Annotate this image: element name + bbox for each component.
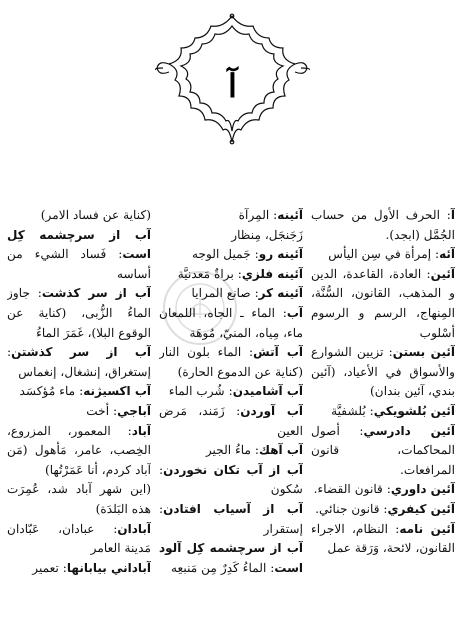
entry-definition: : النظام، الاجراء القانون، لائحة، وَرَقة عمل <box>311 521 455 556</box>
entry-headword: آئه <box>439 247 455 262</box>
entry-definition: : سُكون <box>159 462 303 497</box>
dictionary-entry <box>159 382 303 402</box>
entry-definition: : جَميل الوجه <box>191 247 259 262</box>
entry-headword: آب آهك <box>259 443 303 458</box>
entry-definition: : زَمَند، مَرض العين <box>159 403 303 438</box>
entry-definition: (اين شهر آباد شد، عُمِرَت هذه البَلدَة) <box>7 482 151 516</box>
entry-definition: : الحرف الأول من حساب الجُمَّل (ابجد). <box>311 208 455 242</box>
dictionary-entry <box>159 402 303 441</box>
dictionary-entry <box>311 402 455 422</box>
dictionary-entry <box>7 226 151 285</box>
entry-definition: : المِرآة <box>238 208 278 222</box>
entry-headword: آب از سرچشمه كِل است <box>7 227 151 262</box>
entry-definition: زَجَنجَل، مِنظار <box>231 227 303 242</box>
dictionary-entry <box>311 480 455 500</box>
entry-headword: آبادان <box>117 521 151 536</box>
entry-headword: آب <box>286 305 303 320</box>
entry-definition: : أصول المحاكمات، قانون المرافعات. <box>311 423 455 477</box>
dictionary-entry <box>7 343 151 382</box>
entry-definition: : إمرأة في سِن اليأس <box>328 247 440 262</box>
entry-headword: آب آوردن <box>240 403 303 418</box>
entry-headword: آباد <box>131 423 151 438</box>
entry-headword: آئينه رو <box>258 247 303 262</box>
dictionary-entry <box>7 284 151 343</box>
entry-definition: : شُرب الماء <box>168 384 233 399</box>
entry-definition: : أخت <box>86 403 118 418</box>
section-letter: آ <box>228 67 237 105</box>
dictionary-entry <box>311 343 455 402</box>
entry-headword: آ <box>450 208 455 222</box>
column-right <box>311 206 455 636</box>
entry-definition: : إستقرار <box>159 501 303 536</box>
entry-headword: آئين بستن <box>392 345 455 360</box>
dictionary-entry <box>159 441 303 461</box>
dictionary-entry <box>159 500 303 539</box>
dictionary-entry <box>159 245 303 265</box>
entry-definition: : تزيين الشوارع والأسواق في الأعياد، (آئين بندي، آئين بندان) <box>311 345 455 399</box>
dictionary-entry <box>159 539 303 578</box>
dictionary-entry <box>311 206 455 245</box>
dictionary-entry <box>7 520 151 559</box>
dictionary-entry <box>7 402 151 422</box>
entry-headword: آب از آسياب افتادن <box>163 501 303 516</box>
entry-headword: آئين نامه <box>399 521 455 536</box>
entry-headword: آئين دادرسي <box>363 423 455 438</box>
entry-headword: آئين بُلشويكي <box>373 403 455 418</box>
entry-headword: آئينه فلزي <box>241 266 303 281</box>
entry-headword: آب از سرچشمه كِل آلود است <box>159 541 303 575</box>
entry-definition: : المعمور، المزروع، الخِصب، عامر، مَأهول (مَن آباد كردم، أنا عَمَرْتُها) <box>7 423 151 477</box>
dictionary-entry <box>159 304 303 343</box>
entry-headword: آباداني بيابانها <box>66 560 151 575</box>
entry-headword: آب از سر كذشتن <box>11 345 151 360</box>
entry-definition: : قانون القضاء. <box>313 482 391 497</box>
entry-definition: : فَساد الشيء من أساسه <box>7 247 151 281</box>
entry-headword: آئين داوري <box>390 482 455 497</box>
entry-definition: : الماء ـ الجاه، اللمعان ماء، مِياه، المنيّ، مُوهَة <box>159 305 303 340</box>
dictionary-entry <box>7 382 151 402</box>
dictionary-entry <box>7 422 151 481</box>
dictionary-entry <box>311 265 455 343</box>
column-left <box>7 206 151 636</box>
entry-headword: آئينه كر <box>258 286 303 301</box>
entry-definition: : ماءُ الجير <box>205 443 260 458</box>
entry-definition: : تعمير <box>32 560 67 575</box>
entry-definition: : بُلشفيَّة <box>331 403 374 418</box>
dictionary-entry <box>311 245 455 265</box>
dictionary-entry <box>7 206 151 226</box>
dictionary-entry <box>159 284 303 304</box>
dictionary-entry <box>7 480 151 519</box>
dictionary-entry <box>159 343 303 382</box>
entry-definition: : ماء مُؤكسَد <box>19 384 84 399</box>
dictionary-entry <box>311 520 455 559</box>
dictionary-entry <box>311 500 455 520</box>
entry-headword: آئينه <box>277 208 303 222</box>
entry-definition: : قانون جنائي. <box>315 501 388 516</box>
entry-headword: آب اكسيژنه <box>83 384 151 399</box>
entry-headword: آب از آب تكان نخوردن <box>163 462 303 477</box>
entry-headword: آب از سر كذشت <box>41 286 151 301</box>
dictionary-entry <box>159 265 303 285</box>
dictionary-columns <box>6 206 455 636</box>
entry-definition: : صانع المرايا <box>191 286 259 301</box>
dictionary-entry <box>159 461 303 500</box>
dictionary-entry <box>159 206 303 226</box>
entry-definition: : إستغراق، إنشغال، إنغماس <box>7 345 151 379</box>
dictionary-entry <box>159 226 303 246</box>
entry-headword: آئين <box>430 266 455 281</box>
dictionary-entry <box>7 559 151 579</box>
entry-definition: : جاوز الماءُ الزُّبى، (كناية عن الوقوع البلا)، غَمَرَ الماءُ <box>7 286 151 340</box>
entry-definition: : الماءُ كَدِرٌ مِن مَنبعِه <box>170 560 275 575</box>
entry-headword: آباجي <box>117 403 151 418</box>
entry-definition: : براةٌ مَعدنيَّة <box>177 266 242 281</box>
entry-definition: : العادة، القاعدة، الدين و المذهب، القانون، السُّنَّة، المِنهاج، الرسم و الرسوم أسْلوب <box>311 266 455 340</box>
entry-definition: (كناية عن فساد الامر) <box>40 208 151 222</box>
entry-definition: : الماء بلون النار (كناية عن الدموع الحارة) <box>159 345 303 379</box>
entry-headword: آب آتش <box>253 345 303 360</box>
entry-headword: آئين كيفري <box>387 501 455 516</box>
dictionary-entry <box>311 422 455 481</box>
entry-definition: : عبادان، عَبّادان مَدينة العامر <box>7 521 151 556</box>
entry-headword: آب آشاميدن <box>232 384 303 399</box>
column-middle <box>159 206 303 636</box>
